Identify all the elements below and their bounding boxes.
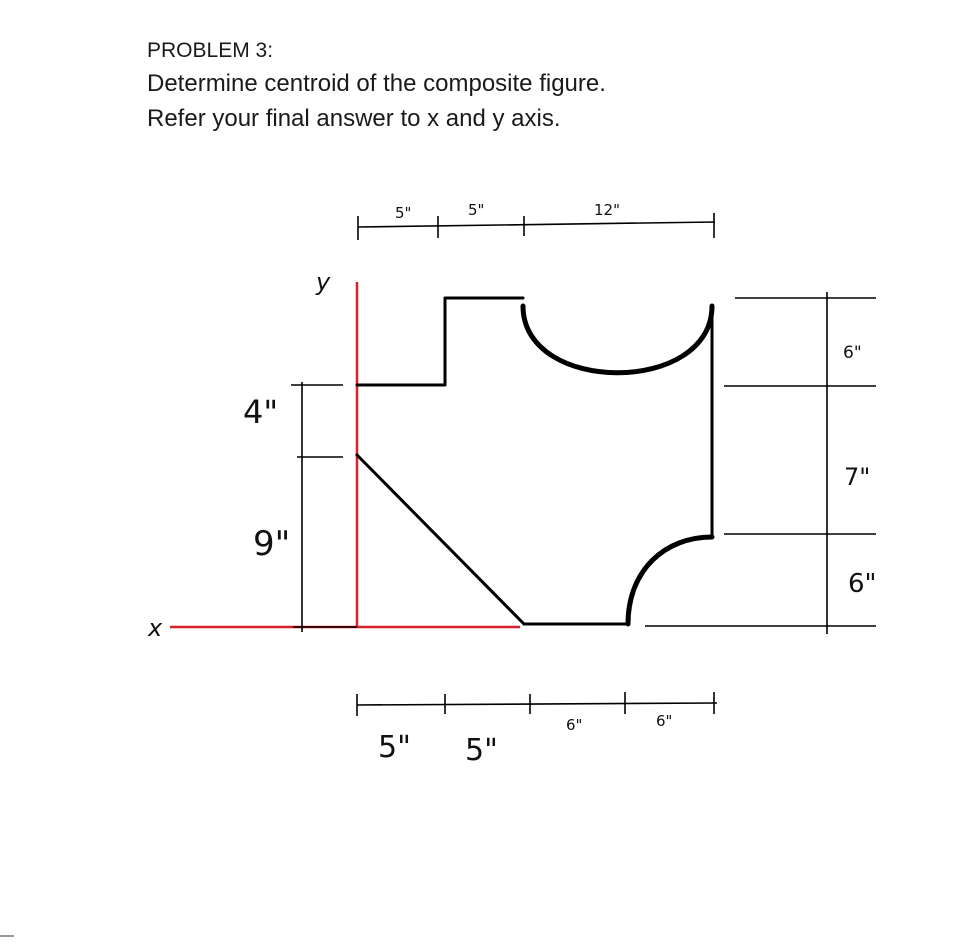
left-dimension-chain xyxy=(291,382,357,632)
y-axis-label: y xyxy=(316,268,331,296)
problem-instruction-2: Refer your final answer to x and y axis. xyxy=(147,105,561,132)
diagonal-edge xyxy=(357,455,524,624)
left-step-edge xyxy=(357,298,523,385)
top-dim-1: 5" xyxy=(395,204,412,222)
top-semicircle-cutout xyxy=(523,306,712,373)
bottom-dim-3: 6" xyxy=(566,716,583,734)
bottom-dim-4: 6" xyxy=(656,712,673,730)
bottom-dim-2: 5" xyxy=(465,733,498,768)
top-dim-2: 5" xyxy=(468,201,485,219)
right-dim-1: 6" xyxy=(843,343,862,363)
bottom-dim-1: 5" xyxy=(378,730,411,765)
figure-outline xyxy=(357,298,712,624)
problem-instruction-1: Determine centroid of the composite figure. xyxy=(147,70,606,97)
top-dimension-chain xyxy=(358,213,715,240)
quarter-circle-cutout xyxy=(628,537,712,624)
right-dim-2: 7" xyxy=(844,463,871,491)
x-axis-label: x xyxy=(148,614,163,642)
top-dim-3: 12" xyxy=(594,201,620,219)
problem-title: PROBLEM 3: xyxy=(147,39,274,62)
right-dimension-chain xyxy=(645,292,876,634)
left-dim-2: 9" xyxy=(253,524,291,564)
right-dim-3: 6" xyxy=(848,569,877,599)
left-dim-1: 4" xyxy=(243,393,279,431)
